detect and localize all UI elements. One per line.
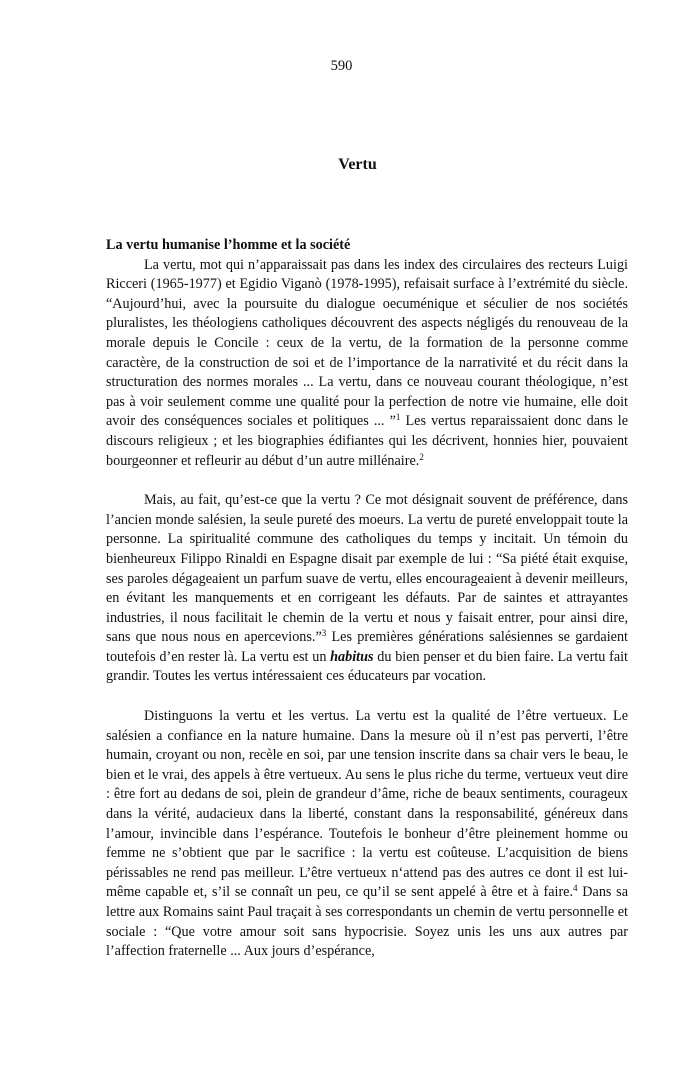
paragraph-text: Les premières générations salésiennes se gardaient toutefois d’en rester là. La vertu est un <box>106 629 628 665</box>
footnote-ref: 1 <box>395 412 401 423</box>
paragraph-text: Mais, au fait, qu’est-ce que la vertu ? Ce mot désignait souvent de préférence, dans l’ancien monde salésien, la seule pureté des moeurs. La vertu de pureté enveloppait toute la personne. La spiritualité commune des catholiques du temps y incitait. Un témoin du bienheureux Filippo Rinaldi en Espagne disait par exemple de lui : “Sa piété était exquise, ses paroles dégageaient un parfum suave de vertu, elles encourageaient à devenir meilleurs, en évitant les manquements et en corrigeant les défauts. Par de saintes et attrayantes industries, il nous facilitait le chemin de la vertu et nous y faisait entrer, pour ainsi dire, sans que nous nous en apercevions.” <box>106 492 628 646</box>
paragraph <box>106 256 628 472</box>
footnote-ref: 3 <box>321 628 327 639</box>
page-number: 590 <box>330 58 353 74</box>
paragraph <box>106 491 628 687</box>
paragraph-text: Dans sa lettre aux Romains saint Paul traçait à ses correspondants un chemin de vertu personnelle et sociale : “Que votre amour soit sans hypocrisie. Soyez unis les uns aux autres par l’affection fraternelle ... Aux jours d’espérance, <box>106 884 628 960</box>
paragraph-text: La vertu, mot qui n’apparaissait pas dans les index des circulaires des recteurs Luigi Ricceri (1965-1977) et Egidio Viganò (1978-1995), refaisait surface à l’extrémité du siècle. “Aujourd’hui, avec la poursuite du dialogue oecuménique et séculier de nos sociétés pluralistes, les théologiens catholiques découvrent des aspects négligés du renouveau de la morale depuis le Concile : ceux de la vertu, de la formation de la personne comme caractère, de la construction de soi et de l’importance de la narrativité et du récit dans la structuration des normes morales ... La vertu, dans ce nouveau courant théologique, n’est pas à voir seulement comme une qualité pour la perfection de notre vie humaine, elle doit avoir des conséquences sociales et politiques ... ” <box>106 256 628 430</box>
paragraph-text: du bien penser et du bien faire. La vertu fait grandir. Toutes les vertus intéressaient ces éducateurs par vocation. <box>106 648 628 685</box>
chapter-title: Vertu <box>338 156 377 173</box>
paragraph <box>106 707 628 962</box>
footnote-ref: 2 <box>419 451 424 462</box>
paragraph-text: Les vertus reparaissaient donc dans le discours religieux ; et les biographies édifiantes qui les décrivent, honnies hier, pouvaient bourgeonner et refleurir au début d’un autre millénaire. <box>106 413 628 469</box>
section-heading: La vertu humanise l’homme et la société <box>106 237 351 253</box>
footnote-ref: 4 <box>573 883 578 894</box>
italic-term: habitus <box>330 648 374 665</box>
paragraph-text: Distinguons la vertu et les vertus. La vertu est la qualité de l’être vertueux. Le salésien a confiance en la nature humaine. Dans la mesure où il n’est pas perverti, l’être humain, croyant ou non, recèle en soi, par une tension inscrite dans sa chair vers le beau, le bien et le vrai, des appels à être vertueux. Au sens le plus riche du terme, vertueux veut dire : être fort au dedans de soi, plein de grandeur d’âme, riche de beaux sentiments, courageux dans la vérité, audacieux dans la liberté, constant dans la responsabilité, généreux dans l’amour, invincible dans l’espérance. Toutefois le bonheur d’être pleinement homme ou femme ne s’obtient que par le sacrifice : la vertu est coûteuse. L’acquisition de biens périssables ne rend pas meilleur. L’être vertueux n‘attend pas des autres ce dont il est lui-même capable et, s’il se connaît un peu, ce qu’il se sent appelé à être et à faire. <box>106 708 628 901</box>
body-text <box>106 236 628 962</box>
